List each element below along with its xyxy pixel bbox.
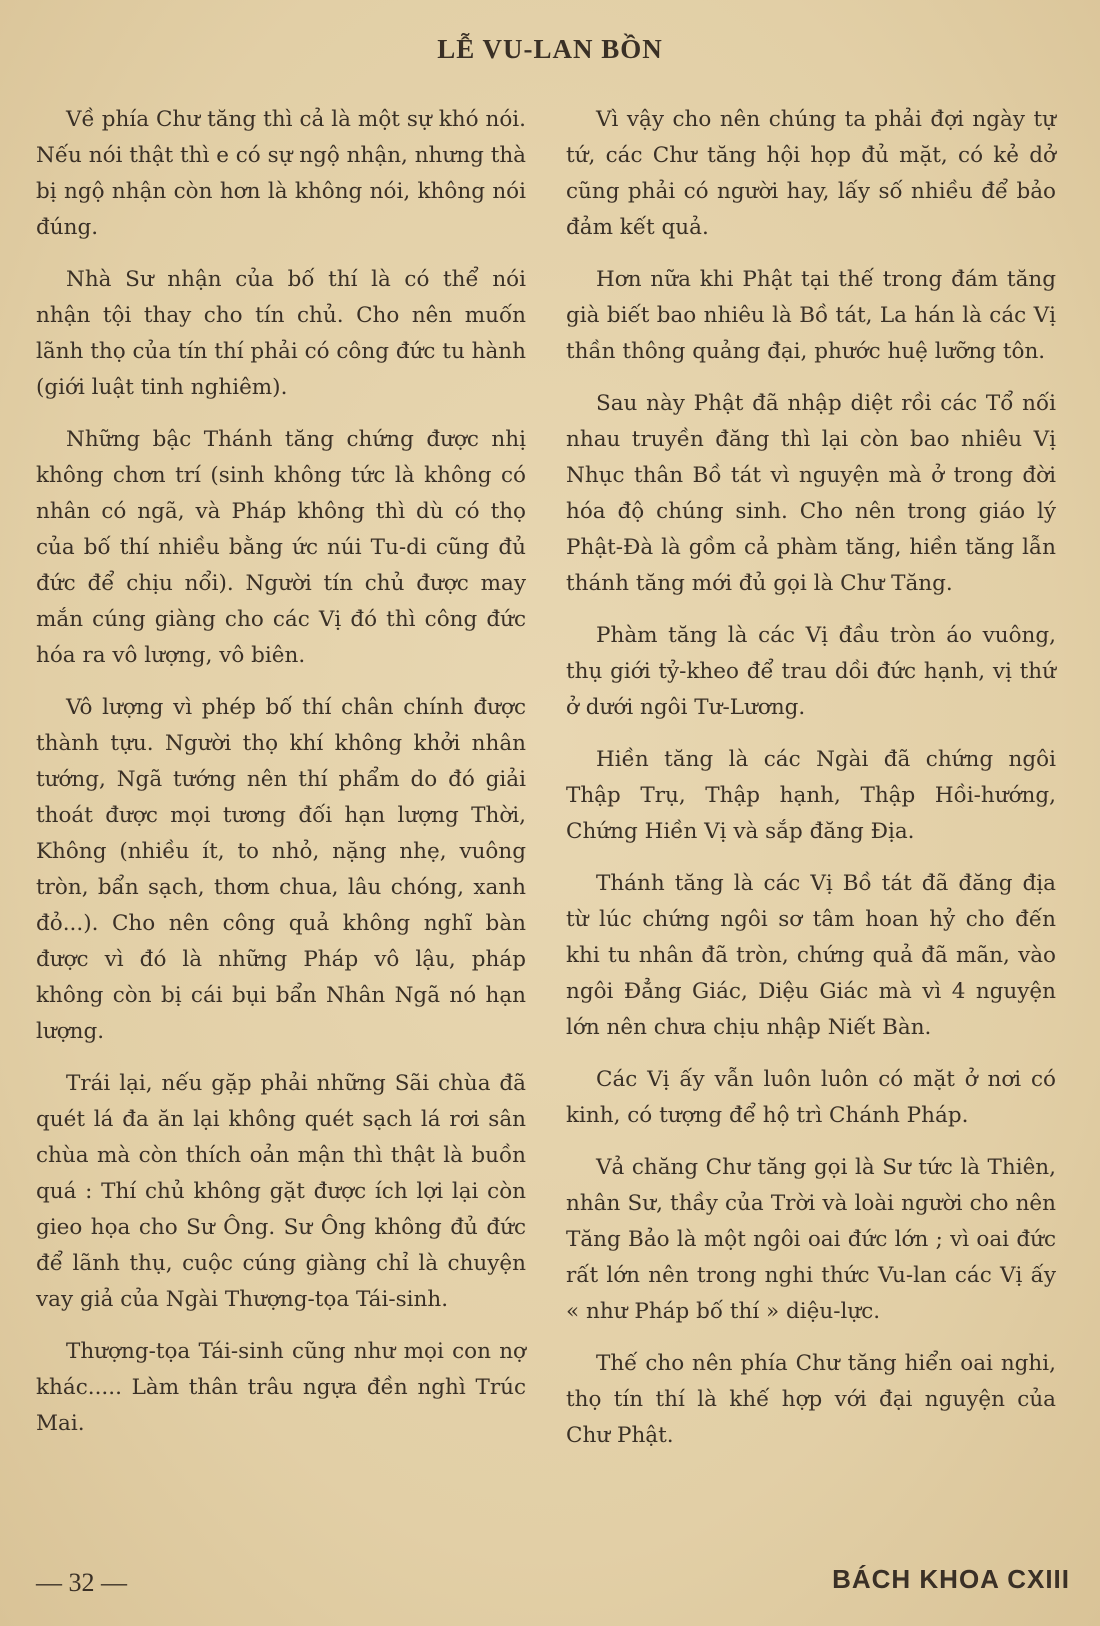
left-column: [36, 102, 526, 1458]
paragraph: Thượng-tọa Tái-sinh cũng như mọi con nợ khác..... Làm thân trâu ngựa đền nghì Trúc Mai.: [36, 1339, 526, 1436]
paragraph: Sau này Phật đã nhập diệt rồi các Tổ nối nhau truyền đăng thì lại còn bao nhiêu Vị Nhục thân Bồ tát vì nguyện mà ở trong đời hóa độ chúng sinh. Cho nên trong giáo lý Phật-Đà là gồm cả phàm tăng, hiền tăng lẫn thánh tăng mới đủ gọi là Chư Tăng.: [566, 391, 1056, 596]
paragraph: Vô lượng vì phép bố thí chân chính được thành tựu. Người thọ khí không khởi nhân tướng, Ngã tướng nên thí phẩm do đó giải thoát được mọi tương đối hạn lượng Thời, Không (nhiều ít, to nhỏ, nặng nhẹ, vuông tròn, bẩn sạch, thơm chua, lâu chóng, xanh đỏ...). Cho nên công quả không nghĩ bàn được vì đó là những Pháp vô lậu, pháp không còn bị cái bụi bẩn Nhân Ngã nó hạn lượng.: [36, 695, 526, 1044]
paragraph: Những bậc Thánh tăng chứng được nhị không chơn trí (sinh không tức là không có nhân có ngã, và Pháp không thì dù có thọ của bố thí nhiều bằng ức núi Tu-di cũng đủ đức để chịu nổi). Người tín chủ được may mắn cúng giàng cho các Vị đó thì công đức hóa ra vô lượng, vô biên.: [36, 427, 526, 668]
paragraph: Phàm tăng là các Vị đầu tròn áo vuông, thụ giới tỷ-kheo để trau dồi đức hạnh, vị thứ ở dưới ngôi Tư-Lương.: [566, 623, 1056, 720]
paragraph: Trái lại, nếu gặp phải những Sãi chùa đã quét lá đa ăn lại không quét sạch lá rơi sân chùa mà còn thích oản mận thì thật là buồn quá : Thí chủ không gặt được ích lợi lại còn gieo họa cho Sư Ông. Sư Ông không đủ đức để lãnh thụ, cuộc cúng giàng chỉ là chuyện vay giả của Ngài Thượng-tọa Tái-sinh.: [36, 1071, 526, 1312]
paragraph: Hiền tăng là các Ngài đã chứng ngôi Thập Trụ, Thập hạnh, Thập Hồi-hướng, Chứng Hiền Vị và sắp đăng Địa.: [566, 747, 1056, 844]
paragraph: Về phía Chư tăng thì cả là một sự khó nói. Nếu nói thật thì e có sự ngộ nhận, nhưng thà bị ngộ nhận còn hơn là không nói, không nói đúng.: [36, 107, 526, 240]
paragraph: Thánh tăng là các Vị Bồ tát đã đăng địa từ lúc chứng ngôi sơ tâm hoan hỷ cho đến khi tu nhân đã tròn, chứng quả đã mãn, vào ngôi Đẳng Giác, Diệu Giác mà vì 4 nguyện lớn nên chưa chịu nhập Niết Bàn.: [566, 871, 1056, 1040]
page-number: — 32 —: [36, 1568, 127, 1597]
magazine-title: BÁCH KHOA CXIII: [832, 1564, 1070, 1594]
paragraph: Hơn nữa khi Phật tại thế trong đám tăng già biết bao nhiêu là Bồ tát, La hán là các Vị thần thông quảng đại, phước huệ lưỡng tôn.: [566, 267, 1056, 364]
paragraph: Thế cho nên phía Chư tăng hiển oai nghi, thọ tín thí là khế hợp với đại nguyện của Chư Phật.: [566, 1351, 1056, 1448]
paragraph: Vì vậy cho nên chúng ta phải đợi ngày tự tứ, các Chư tăng hội họp đủ mặt, có kẻ dở cũng phải có người hay, lấy số nhiều để bảo đảm kết quả.: [566, 107, 1056, 240]
right-column: [566, 102, 1056, 1470]
running-header: LỄ VU-LAN BỒN: [437, 34, 663, 64]
paragraph: Vả chăng Chư tăng gọi là Sư tức là Thiên, nhân Sư, thầy của Trời và loài người cho nên Tăng Bảo là một ngôi oai đức lớn ; vì oai đức rất lớn nên trong nghi thức Vu-lan các Vị ấy « như Pháp bố thí » diệu-lực.: [566, 1155, 1056, 1324]
paragraph: Các Vị ấy vẫn luôn luôn có mặt ở nơi có kinh, có tượng để hộ trì Chánh Pháp.: [566, 1067, 1056, 1128]
paragraph: Nhà Sư nhận của bố thí là có thể nói nhận tội thay cho tín chủ. Cho nên muốn lãnh thọ của tín thí phải có công đức tu hành (giới luật tinh nghiêm).: [36, 267, 526, 400]
